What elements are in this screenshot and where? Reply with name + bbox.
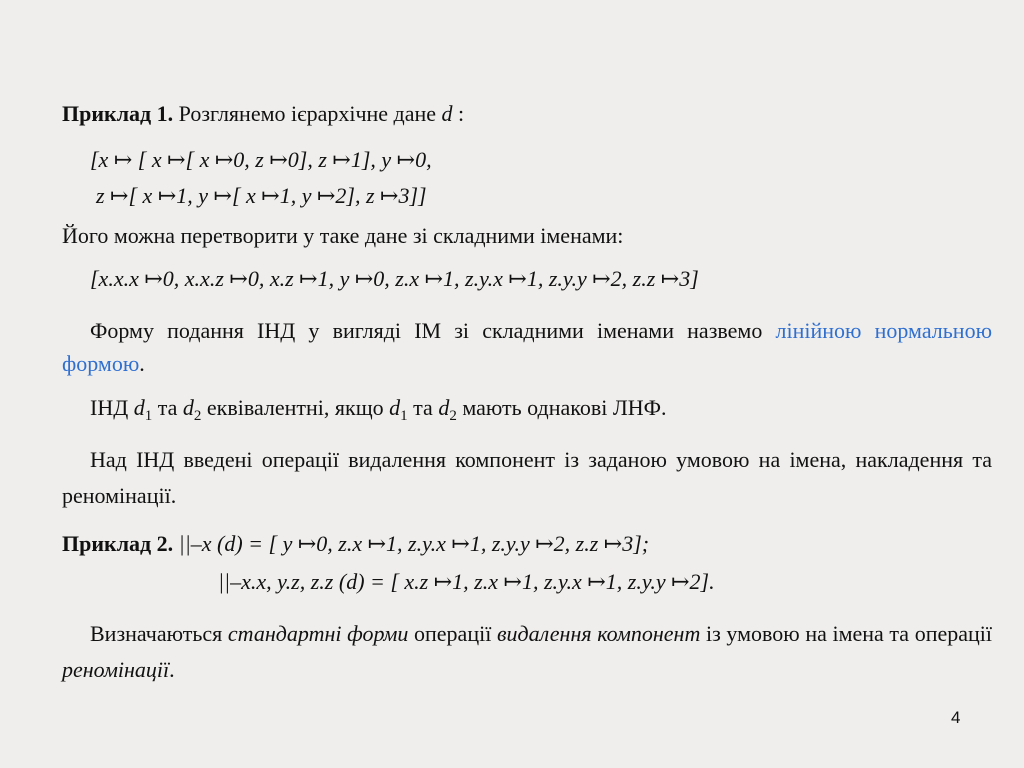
- std-i1: стандартні форми: [227, 621, 409, 646]
- example1-line: [62, 100, 464, 128]
- equiv-d1b-sub: 1: [400, 408, 408, 424]
- std-p3: із умовою на імена та операції: [700, 621, 992, 646]
- lnf-text-after: .: [139, 351, 145, 376]
- std-p1: Визначаються: [90, 621, 228, 646]
- std-p2: операції: [408, 621, 497, 646]
- equiv-d1-sub: 1: [144, 408, 153, 424]
- equiv-p1: ІНД: [90, 395, 134, 420]
- equiv-d2b: d: [438, 395, 450, 420]
- formula1-line2: [96, 182, 427, 210]
- intro2-line: Його можна перетворити у таке дане зі складними іменами:: [62, 223, 624, 248]
- example1-label: Приклад 1.: [62, 101, 174, 126]
- example2-f1-d: d: [224, 531, 236, 556]
- std-i3: реномінації: [62, 657, 170, 682]
- equiv-line: [90, 394, 667, 430]
- example2-f2-d: d: [346, 569, 358, 594]
- lnf-text-before: Форму подання ІНД у вигляді ІМ зі складними іменами назвемо: [90, 318, 776, 343]
- equiv-d2b-sub: 2: [449, 408, 457, 424]
- formula1-line1: [90, 146, 432, 174]
- formula2-text: [x.x.x ↦0, x.x.z ↦0, x.z ↦1, y ↦0, z.x ↦1, z.y.x ↦1, z.y.y ↦2, z.z ↦3]: [90, 266, 699, 291]
- page-number: 4: [951, 708, 961, 727]
- example2-f1-b: ) = [ y ↦0, z.x ↦1, z.y.x ↦1, z.y.y ↦2, z.z ↦3];: [235, 531, 650, 556]
- formula1-line2-text: z ↦[ x ↦1, y ↦[ x ↦1, y ↦2], z ↦3]]: [96, 183, 427, 208]
- example2-label: Приклад 2.: [62, 531, 174, 556]
- example2-f1-a: ||–x (: [173, 531, 225, 556]
- example1-colon: :: [452, 101, 465, 126]
- formula1-line1-text: [x ↦ [ x ↦[ x ↦0, z ↦0], z ↦1], y ↦0,: [90, 147, 432, 172]
- equiv-p3: еквівалентні, якщо: [201, 395, 390, 420]
- equiv-d2-sub: 2: [193, 408, 202, 424]
- example2-f2-b: ) = [ x.z ↦1, z.x ↦1, z.y.x ↦1, z.y.y ↦2].: [357, 569, 715, 594]
- lnf-paragraph: [62, 314, 992, 380]
- lnf-link[interactable]: лінійною нормальною формою: [62, 318, 993, 376]
- equiv-p2: та: [152, 395, 183, 420]
- example2-line2: [218, 568, 715, 596]
- std-p4: .: [169, 657, 175, 682]
- std-paragraph: [62, 616, 992, 688]
- equiv-d2: d: [182, 395, 194, 420]
- equiv-p5: мають однакові ЛНФ.: [456, 395, 667, 420]
- example1-text: Розглянемо ієрархічне дане: [173, 101, 442, 126]
- example1-var: d: [441, 101, 453, 126]
- equiv-d1b: d: [389, 395, 401, 420]
- example2-line1: [62, 530, 649, 558]
- example2-f2-a: ||–x.x, y.z, z.z (: [218, 569, 347, 594]
- std-i2: видалення компонент: [496, 621, 701, 646]
- equiv-d1: d: [133, 395, 145, 420]
- formula2-line: [90, 265, 699, 293]
- ops-paragraph: Над ІНД введені операції видалення компонент із заданою умовою на імена, накладення та реномінації.: [62, 447, 992, 508]
- equiv-p4: та: [407, 395, 439, 420]
